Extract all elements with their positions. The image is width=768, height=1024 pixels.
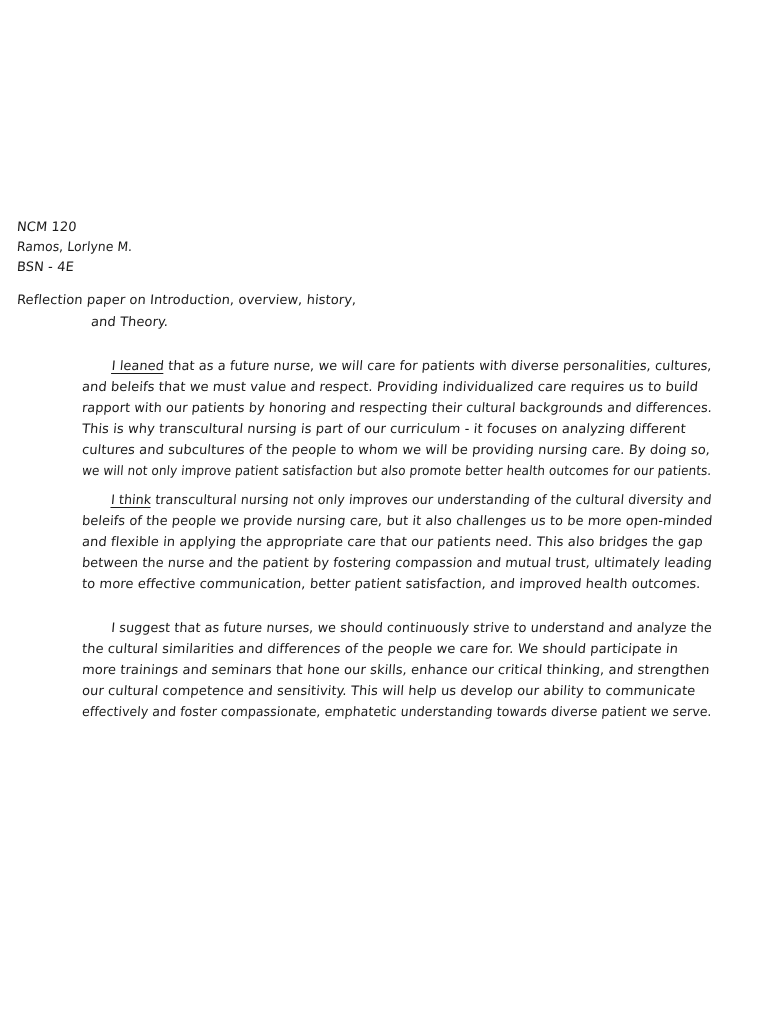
paragraph-learned xyxy=(82,356,712,482)
paragraph-line: and beleifs that we must value and respect. Providing individualized care requires us to build xyxy=(81,380,699,395)
paragraph-think xyxy=(82,490,712,595)
paragraph-line: between the nurse and the patient by fostering compassion and mutual trust, ultimately leading xyxy=(81,556,713,571)
paragraph-line xyxy=(81,490,713,511)
paragraph-line: cultures and subcultures of the people to whom we will be providing nursing care. By doing so, xyxy=(81,443,711,458)
paragraph-line: This is why transcultural nursing is part of our curriculum - it focuses on analyzing different xyxy=(81,422,687,437)
section-label: BSN - 4E xyxy=(16,260,75,275)
paragraph-line: and flexible in applying the appropriate care that our patients need. This also bridges the gap xyxy=(81,535,704,550)
paragraph-line: more trainings and seminars that hone our skills, enhance our critical thinking, and strengthen xyxy=(81,663,711,678)
course-code: NCM 120 xyxy=(16,220,78,235)
paper-title xyxy=(16,290,355,334)
paragraph-text: that as future nurses, we should continuously strive to understand and analyze the xyxy=(173,621,713,636)
header-block xyxy=(16,218,137,278)
paragraph-lead: I leaned xyxy=(111,359,165,374)
paragraph-line: beleifs of the people we provide nursing care, but it also challenges us to be more open-minded xyxy=(81,514,713,529)
paragraph-text: that as a future nurse, we will care for patients with diverse personalities, cultures, xyxy=(167,359,713,374)
paragraph-suggest xyxy=(82,618,712,723)
title-line-1: Reflection paper on Introduction, overview, history, xyxy=(16,293,357,308)
paragraph-line: the cultural similarities and differences of the people we care for. We should participate in xyxy=(81,642,679,657)
paragraph-lead: I think xyxy=(110,493,152,508)
paragraph-line: rapport with our patients by honoring and respecting their cultural backgrounds and differences. xyxy=(81,401,713,416)
paragraph-lead: I suggest xyxy=(110,621,171,636)
paragraph-line: effectively and foster compassionate, emphatetic understanding towards diverse patient we serve. xyxy=(81,705,713,720)
title-line-2: and Theory. xyxy=(90,315,169,330)
paragraph-text: transcultural nursing not only improves our understanding of the cultural diversity and xyxy=(154,493,713,508)
paragraph-line: our cultural competence and sensitivity. This will help us develop our ability to communicate xyxy=(81,684,696,699)
student-name: Ramos, Lorlyne M. xyxy=(16,240,133,255)
paragraph-line: we will not only improve patient satisfaction but also promote better health outcomes for our patients. xyxy=(81,464,713,479)
paragraph-line: to more effective communication, better patient satisfaction, and improved health outcomes. xyxy=(81,577,702,592)
paragraph-line xyxy=(81,618,713,639)
paragraph-line xyxy=(81,356,713,377)
